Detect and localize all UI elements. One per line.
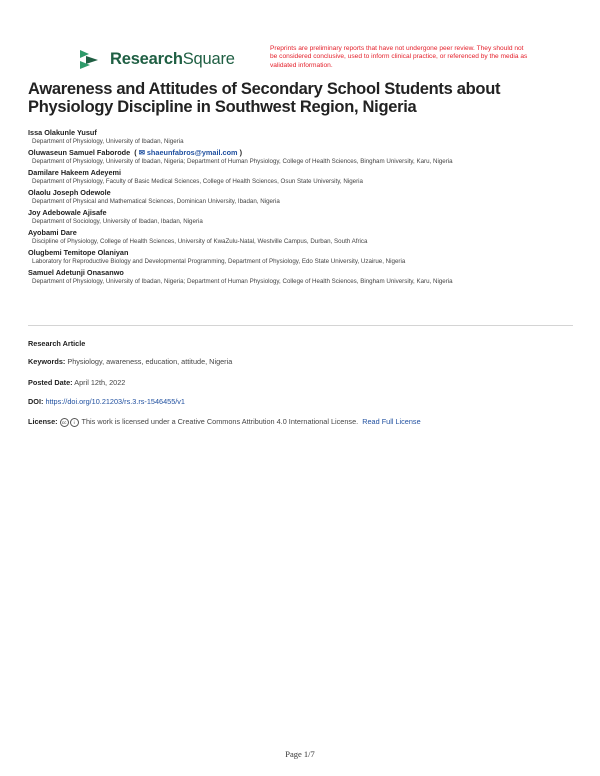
license-row [28, 417, 573, 427]
author-affiliation: Discipline of Physiology, College of Health Sciences, University of KwaZulu-Natal, Westville Campus, Durban, South Africa [32, 237, 368, 245]
section-divider [28, 325, 573, 326]
paper-title: Awareness and Attitudes of Secondary School Students about Physiology Discipline in Southwest Region, Nigeria [28, 80, 501, 116]
posted-date-label: Posted Date: [28, 378, 73, 387]
author-affiliation: Laboratory for Reproductive Biology and Developmental Programming, Department of Physiology, Edo State University, Uzairue, Nigeria [32, 257, 406, 265]
author-affiliation: Department of Physiology, University of Ibadan, Nigeria; Department of Human Physiology, College of Health Sciences, Bingham University, Karu, Nigeria [32, 277, 453, 285]
author-affiliation: Department of Sociology, University of Ibadan, Ibadan, Nigeria [32, 217, 203, 225]
author-entry [28, 128, 588, 146]
author-entry [28, 148, 588, 166]
doi-label: DOI: [28, 397, 44, 406]
logo-text-bold: Research [110, 49, 183, 68]
article-type: Research Article [28, 339, 86, 348]
page-number: Page 1/7 [285, 749, 315, 759]
creative-commons-icon: cc [60, 418, 69, 427]
author-entry [28, 228, 588, 246]
author-name: Samuel Adetunji Onasanwo [28, 268, 124, 277]
author-list [28, 128, 588, 288]
research-square-logo-icon [76, 48, 102, 70]
license-label: License: [28, 417, 58, 426]
doi-link[interactable]: https://doi.org/10.21203/rs.3.rs-1546455/v1 [45, 397, 185, 406]
read-full-license-link[interactable]: Read Full License [362, 417, 421, 426]
doi-row [28, 397, 573, 407]
author-affiliation: Department of Physical and Mathematical Sciences, Dominican University, Ibadan, Nigeria [32, 197, 280, 205]
author-entry [28, 208, 588, 226]
author-entry [28, 188, 588, 206]
keywords-value: Physiology, awareness, education, attitude, Nigeria [67, 357, 233, 366]
author-name: Oluwaseun Samuel Faborode [28, 148, 131, 157]
envelope-icon: ✉ [138, 148, 145, 157]
email-open-paren: ( [132, 148, 137, 157]
keywords-row [28, 357, 573, 367]
keywords-label: Keywords: [28, 357, 66, 366]
author-affiliation: Department of Physiology, University of Ibadan, Nigeria; Department of Human Physiology, College of Health Sciences, Bingham University, Karu, Nigeria [32, 157, 453, 165]
posted-date-row [28, 378, 573, 388]
author-name: Olaolu Joseph Odewole [28, 188, 111, 197]
logo-text-light: Square [182, 49, 235, 68]
article-type-row [28, 339, 573, 349]
author-name: Joy Adebowale Ajisafe [28, 208, 107, 217]
logo-text [110, 50, 235, 69]
author-name: Olugbemi Temitope Olaniyan [28, 248, 129, 257]
preprint-disclaimer: Preprints are preliminary reports that have not undergone peer review. They should not be considered conclusive, used to inform clinical practice, or referenced by the media as validated information. [270, 45, 528, 69]
author-affiliation: Department of Physiology, Faculty of Basic Medical Sciences, College of Health Sciences, Osun State University, Nigeria [32, 177, 363, 185]
email-close-paren: ) [239, 148, 242, 157]
author-entry [28, 168, 588, 186]
author-entry [28, 248, 588, 266]
author-name: Damilare Hakeem Adeyemi [28, 168, 122, 177]
research-square-logo[interactable] [76, 48, 235, 70]
attribution-icon: i [70, 418, 79, 427]
author-affiliation: Department of Physiology, University of Ibadan, Nigeria [32, 137, 184, 145]
author-entry [28, 268, 588, 286]
author-name-corresponding [28, 148, 588, 158]
author-name: Issa Olakunle Yusuf [28, 128, 97, 137]
author-email-link[interactable]: shaeunfabros@ymail.com [146, 148, 238, 157]
author-name: Ayobami Dare [28, 228, 77, 237]
posted-date-value: April 12th, 2022 [74, 378, 126, 387]
license-text: This work is licensed under a Creative Commons Attribution 4.0 International License. [81, 417, 359, 426]
